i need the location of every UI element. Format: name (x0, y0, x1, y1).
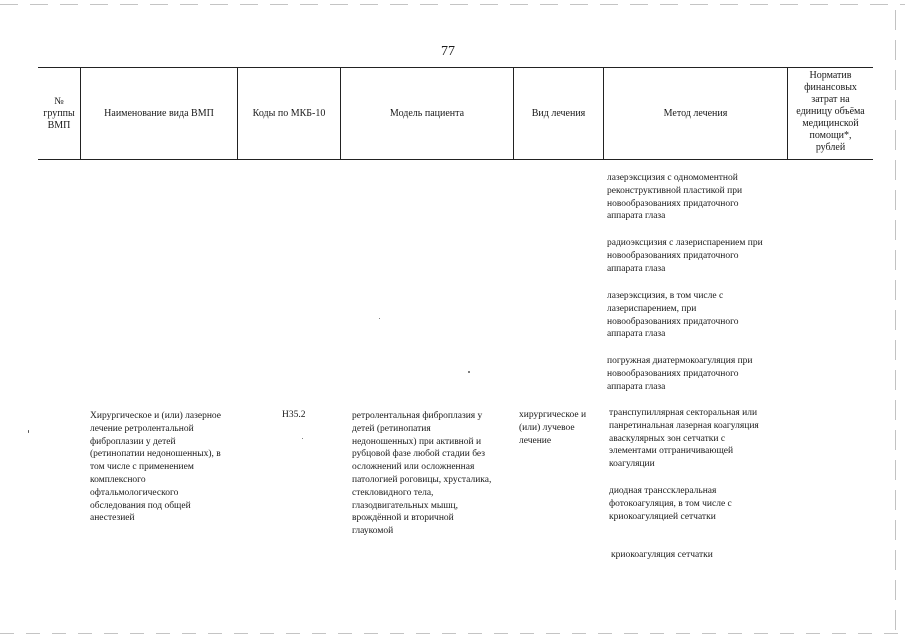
scan-speck (468, 371, 470, 373)
header-financial-norm: Норматив финансовых затрат на единицу объёма медицинской помощи*, рублей (796, 69, 865, 153)
header-treatment-type: Вид лечения (531, 107, 586, 119)
scan-speck (302, 438, 303, 439)
method-item: лазерэксцизия, в том числе с лазериспарением, при новообразованиях придаточного аппарата глаза (607, 291, 739, 340)
method-item: лазерэксцизия с одномоментной реконструктивной пластикой при новообразованиях придаточного аппарата глаза (607, 173, 743, 222)
scan-edge-bottom (0, 633, 905, 634)
treatment-type-cell: хирургическое и (или) лучевое лечение (519, 410, 587, 446)
vmp-name-cell: Хирургическое и (или) лазерное лечение ретролентальной фиброплазии у детей (ретинопатии недоношенных), в том числе с применением комплексного офтальмологического обследования под общей анестезией (90, 411, 222, 524)
scan-speck (379, 318, 380, 319)
patient-model-cell: ретролентальная фиброплазия у детей (ретинопатия недоношенных) при активной и рубцовой фазе любой стадии без осложнений или осложненная патологией роговицы, хрусталика, стекловидного тела, глазодвигательных мышц, врождённой и вторичной глаукомой (352, 411, 492, 537)
scan-speck (28, 430, 29, 433)
scan-edge-right (895, 10, 896, 632)
method-item: диодная транссклеральная фотокоагуляция, в том числе с криокоагуляцией сетчатки (609, 486, 732, 522)
header-group-number: № группы ВМП (43, 95, 75, 131)
method-item: криокоагуляция сетчатки (611, 550, 713, 560)
scan-edge-top (0, 4, 905, 5)
header-bottom-border (38, 159, 873, 160)
header-treatment-method: Метод лечения (663, 107, 728, 119)
header-icd-codes: Коды по МКБ-10 (252, 107, 326, 119)
method-item: транспупиллярная секторальная или панретинальная лазерная коагуляция аваскулярных зон сетчатки с элементами отграничивающей коагуляции (609, 408, 759, 470)
header-vmp-name: Наименование вида ВМП (104, 107, 214, 119)
method-item: погружная диатермокоагуляция при новообразованиях придаточного аппарата глаза (607, 356, 753, 392)
page-number: 77 (441, 44, 455, 59)
icd-code-cell: H35.2 (282, 410, 306, 420)
header-patient-model: Модель пациента (389, 107, 465, 119)
method-item: радиоэксцизия с лазериспарением при новообразованиях придаточного аппарата глаза (607, 238, 763, 274)
